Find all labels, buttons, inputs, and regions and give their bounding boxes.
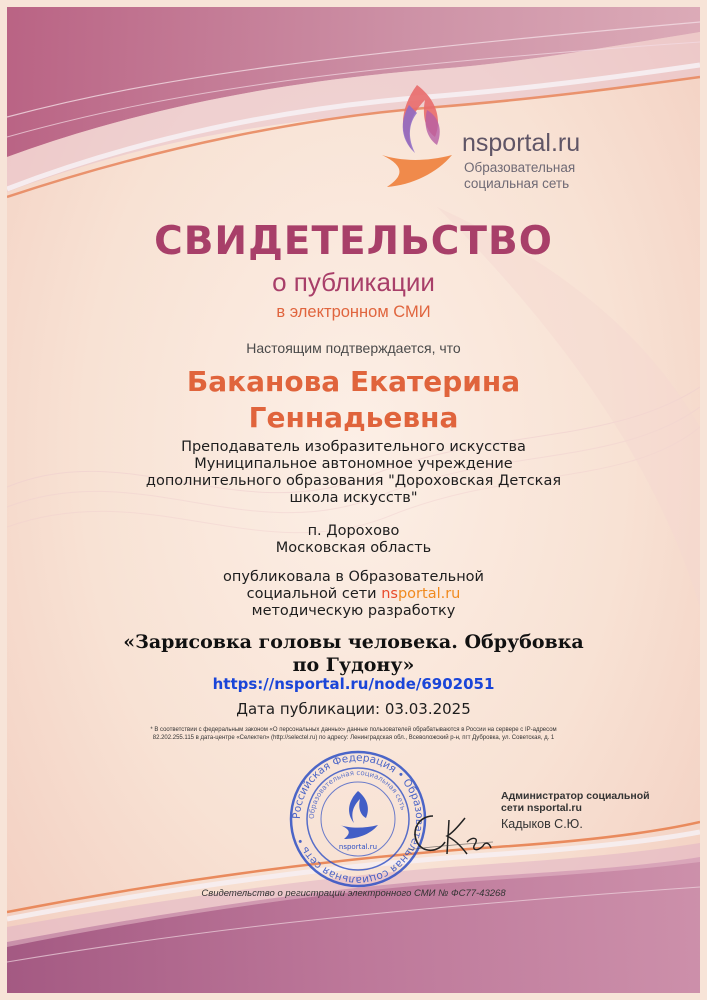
certificate-frame: [7, 7, 700, 993]
stamp-flame-icon: [349, 791, 368, 823]
published-line1: опубликовала в Образовательной: [223, 569, 484, 585]
brand-ns: ns: [381, 586, 398, 602]
published-line2: [7, 586, 700, 603]
logo-subtitle-line2: социальная сеть: [464, 176, 570, 191]
privacy-note: [7, 726, 700, 742]
logo-name: nsportal.ru: [462, 129, 581, 157]
place-info: [7, 523, 700, 557]
place-line: Московская область: [275, 540, 432, 556]
privacy-note-line2: 82.202.255.115 в дата-центре «Селектел» (http://selectel.ru) по адресу: Ленинградская обл., Всеволожский р-н, пгт Дубровка, ул. Советская, д. 1: [152, 735, 555, 741]
signature: [405, 802, 495, 862]
certificate-subtitle-media: в электронном СМИ: [276, 303, 431, 321]
work-title: [7, 631, 700, 677]
publication-link-text[interactable]: https://nsportal.ru/node/6902051: [212, 675, 495, 693]
work-title-line2: по Гудону»: [292, 654, 415, 676]
work-line: Преподаватель изобразительного искусства: [181, 439, 526, 455]
stamp-inner-text: Образовательная социальная сеть: [307, 768, 408, 820]
publication-info: [7, 569, 700, 620]
work-line: дополнительного образования "Дороховская Детская: [145, 473, 562, 489]
admin-title: [501, 790, 650, 814]
stamp-center-text: nsportal.ru: [338, 843, 378, 851]
published-line2-prefix: социальной сети: [246, 586, 382, 602]
place-line: п. Дорохово: [307, 523, 400, 539]
work-line: школа искусств": [289, 490, 418, 506]
registration-note: Свидетельство о регистрации электронного СМИ № ФС77-43268: [201, 888, 506, 899]
certificate-subtitle: о публикации: [272, 267, 435, 297]
confirm-text: Настоящим подтверждается, что: [246, 340, 461, 356]
admin-name: Кадыков С.Ю.: [501, 817, 583, 831]
brand-portal: portal.ru: [397, 586, 461, 602]
certificate-title: СВИДЕТЕЛЬСТВО: [154, 219, 553, 264]
publication-link[interactable]: [7, 675, 700, 693]
person-name: [7, 364, 700, 436]
work-title-line1: «Зарисовка головы человека. Обрубовка: [123, 631, 584, 653]
stamp-outer-text: Российская Федерация • Образовательная социальная сеть •: [290, 751, 426, 887]
work-line: Муниципальное автономное учреждение: [194, 456, 513, 472]
logo-subtitle: [464, 160, 575, 192]
person-name-line1: Баканова Екатерина: [186, 365, 521, 398]
logo-subtitle-line1: Образовательная: [464, 160, 576, 175]
person-name-line2: Геннадьевна: [248, 401, 459, 434]
work-info: [7, 439, 700, 507]
admin-title-line1: Администратор социальной: [501, 790, 650, 802]
publication-date: Дата публикации: 03.03.2025: [236, 700, 471, 718]
privacy-note-line1: * В соответствии с федеральным законом «О персональных данных» данные пользователей обрабатываются в России на сервере с IP-адресом: [150, 727, 557, 733]
published-line3: методическую разработку: [251, 603, 456, 619]
nsportal-flame-icon: [377, 75, 457, 195]
admin-title-line2: сети nsportal.ru: [501, 802, 582, 814]
